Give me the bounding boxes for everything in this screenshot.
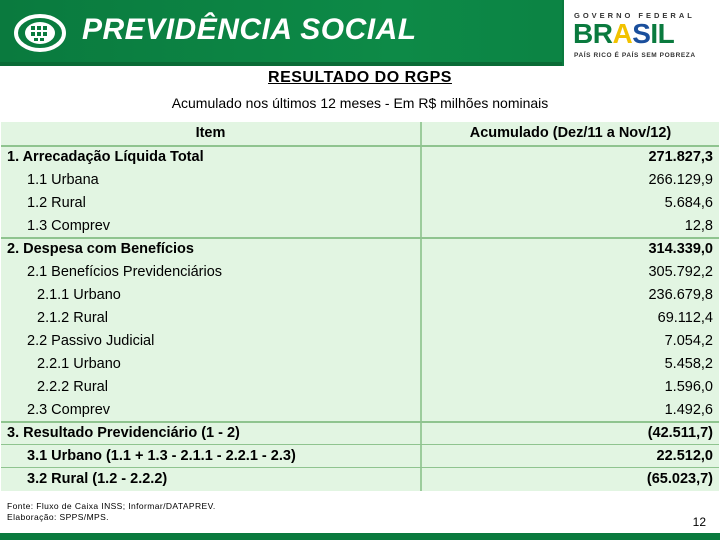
page-subtitle: Acumulado nos últimos 12 meses - Em R$ milhões nominais bbox=[171, 95, 549, 111]
government-slogan: PAÍS RICO É PAÍS SEM POBREZA bbox=[574, 52, 696, 59]
table-row bbox=[1, 261, 719, 284]
brasil-letter: S bbox=[632, 18, 651, 49]
row-value: 5.684,6 bbox=[664, 195, 713, 211]
prepared-note: Elaboração: SPPS/MPS. bbox=[7, 512, 109, 522]
row-label: 2. Despesa com Benefícios bbox=[7, 241, 194, 257]
government-logo bbox=[562, 0, 720, 66]
row-value: 22.512,0 bbox=[656, 448, 713, 464]
row-label: 2.1 Benefícios Previdenciários bbox=[27, 264, 223, 280]
row-value: 7.054,2 bbox=[664, 333, 713, 349]
row-value: (65.023,7) bbox=[646, 471, 713, 487]
footer-notes bbox=[7, 501, 216, 523]
table-row bbox=[1, 330, 719, 353]
row-value: 5.458,2 bbox=[664, 356, 713, 372]
table-row bbox=[1, 192, 719, 215]
results-table bbox=[1, 122, 719, 491]
row-label: 2.2 Passivo Judicial bbox=[27, 333, 155, 349]
page-number: 12 bbox=[692, 515, 706, 529]
source-note: Fonte: Fluxo de Caixa INSS; Informar/DATAPREV. bbox=[7, 501, 216, 511]
row-label: 2.2.2 Rural bbox=[37, 379, 108, 395]
brasil-wordmark bbox=[573, 18, 674, 50]
row-value: 271.827,3 bbox=[648, 149, 713, 165]
header-banner bbox=[0, 0, 720, 66]
table-row bbox=[1, 146, 719, 169]
row-value: 1.596,0 bbox=[664, 379, 713, 395]
row-label: 3.2 Rural (1.2 - 2.2.2) bbox=[27, 471, 168, 487]
row-divider bbox=[1, 444, 719, 445]
table-row bbox=[1, 445, 719, 468]
row-label: 3.1 Urbano (1.1 + 1.3 - 2.1.1 - 2.2.1 - 2.3) bbox=[27, 448, 296, 464]
row-value: 236.679,8 bbox=[648, 287, 713, 303]
row-value: 12,8 bbox=[684, 218, 713, 234]
row-label: 2.1.1 Urbano bbox=[37, 287, 121, 303]
previdencia-logo-icon bbox=[14, 13, 66, 53]
row-value: 305.792,2 bbox=[648, 264, 713, 280]
header-item: Item bbox=[195, 125, 226, 141]
header-value: Acumulado (Dez/11 a Nov/12) bbox=[469, 125, 672, 141]
section-divider bbox=[1, 421, 719, 423]
brasil-letter: R bbox=[592, 18, 613, 49]
page-title: RESULTADO DO RGPS bbox=[268, 69, 452, 86]
row-label: 1. Arrecadação Líquida Total bbox=[7, 149, 204, 165]
row-value: 69.112,4 bbox=[657, 310, 713, 326]
footer-bar bbox=[0, 533, 720, 540]
table-row bbox=[1, 422, 719, 445]
table-row bbox=[1, 238, 719, 261]
row-label: 1.2 Rural bbox=[27, 195, 86, 211]
row-value: 314.339,0 bbox=[648, 241, 713, 257]
row-value: (42.511,7) bbox=[647, 425, 713, 441]
table-row bbox=[1, 399, 719, 422]
brasil-letter: B bbox=[573, 18, 593, 49]
table-row bbox=[1, 376, 719, 399]
row-label: 3. Resultado Previdenciário (1 - 2) bbox=[7, 425, 240, 441]
row-label: 2.2.1 Urbano bbox=[37, 356, 121, 372]
brand-title: PREVIDÊNCIA SOCIAL bbox=[82, 13, 417, 46]
row-value: 266.129,9 bbox=[648, 172, 713, 188]
brasil-letter: A bbox=[612, 18, 633, 49]
table-row bbox=[1, 307, 719, 330]
section-divider bbox=[1, 237, 719, 239]
government-label: GOVERNO FEDERAL bbox=[574, 11, 695, 20]
table-row bbox=[1, 169, 719, 192]
table-header-row bbox=[1, 122, 719, 145]
row-label: 2.1.2 Rural bbox=[37, 310, 108, 326]
table-row bbox=[1, 468, 719, 491]
row-label: 1.3 Comprev bbox=[27, 218, 111, 234]
table-row bbox=[1, 215, 719, 238]
table-row bbox=[1, 284, 719, 307]
brasil-letter: I bbox=[650, 18, 658, 49]
row-label: 2.3 Comprev bbox=[27, 402, 111, 418]
row-divider bbox=[1, 467, 719, 468]
brasil-letter: L bbox=[657, 18, 675, 49]
row-value: 1.492,6 bbox=[664, 402, 713, 418]
table-row bbox=[1, 353, 719, 376]
row-label: 1.1 Urbana bbox=[27, 172, 99, 188]
